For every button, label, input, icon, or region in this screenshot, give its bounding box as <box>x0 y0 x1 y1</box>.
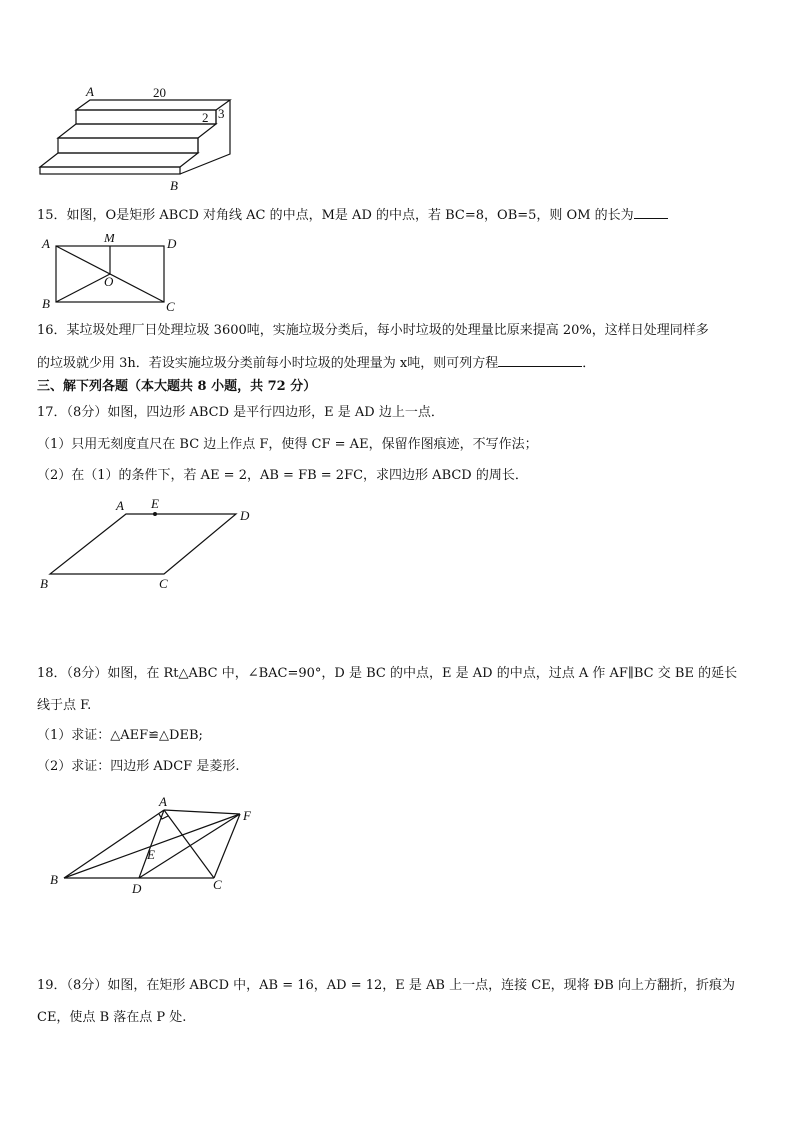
q15-label-c: C <box>166 299 175 312</box>
stairs-label-20: 20 <box>153 85 166 100</box>
q18-part2: （2）求证：四边形 ADCF 是菱形. <box>37 759 240 774</box>
q15-text <box>37 206 668 225</box>
q16-line2-text: 的垃圾就少用 3h．若设实施垃圾分类前每小时垃圾的处理量为 x吨，则可列方程 <box>37 356 499 371</box>
q15-label-b: B <box>42 296 50 311</box>
q15-label-a: A <box>42 236 50 251</box>
q15-label-m: M <box>104 234 115 245</box>
section3-title: 三、解下列各题（本大题共 8 小题，共 72 分） <box>37 379 317 394</box>
q17-label-c: C <box>159 576 168 591</box>
stairs-label-a: A <box>86 84 94 99</box>
q18-label-d: D <box>132 881 142 896</box>
q18-label-e: E <box>147 847 155 862</box>
q18-figure <box>44 792 274 896</box>
q17-label-e: E <box>151 496 159 511</box>
q18-label-f: F <box>243 808 251 823</box>
q18-stem2: 线于点 F. <box>37 698 92 713</box>
q17-label-b: B <box>40 576 48 591</box>
q15-label-o: O <box>104 274 114 289</box>
q16-line1: 16．某垃圾处理厂日处理垃圾 3600吨，实施垃圾分类后，每小时垃圾的处理量比原来提高 20%，这样日处理同样多 <box>37 323 709 338</box>
stairs-label-2: 2 <box>202 110 209 125</box>
stairs-label-b: B <box>170 178 178 193</box>
q17-part1: （1）只用无刻度直尺在 BC 边上作点 F，使得 CF = AE，保留作图痕迹，不写作法； <box>37 437 538 452</box>
q17-label-a: A <box>116 498 124 513</box>
q18-label-c: C <box>213 877 222 892</box>
q16-line2-end: ． <box>582 356 596 371</box>
q19-line2: CE，使点 B 落在点 P 处. <box>37 1010 187 1025</box>
q19-line1: 19．（8分）如图，在矩形 ABCD 中，AB = 16，AD = 12，E 是 AB 上一点，连接 CE，现将 ÐB 向上方翻折，折痕为 <box>37 978 735 993</box>
q18-label-a: A <box>159 794 167 809</box>
q18-stem1: 18．（8分）如图，在 Rt△ABC 中，∠BAC=90°，D 是 BC 的中点，E 是 AD 的中点，过点 A 作 AF∥BC 交 BE 的延长 <box>37 666 738 681</box>
q17-part2: （2）在（1）的条件下，若 AE = 2，AB = FB = 2FC，求四边形 ABCD 的周长． <box>37 468 528 483</box>
q15-label-d: D <box>167 236 177 251</box>
stairs-label-3: 3 <box>218 106 225 121</box>
q17-label-d: D <box>240 508 250 523</box>
q16-answer-blank[interactable] <box>498 354 582 367</box>
q17-figure <box>36 496 266 596</box>
q18-label-b: B <box>50 872 58 887</box>
q15-answer-blank[interactable] <box>634 206 668 219</box>
q17-stem: 17．（8分）如图，四边形 ABCD 是平行四边形，E 是 AD 边上一点． <box>37 405 444 420</box>
q15-stem: 15．如图，O是矩形 ABCD 对角线 AC 的中点，M是 AD 的中点，若 BC=8，OB=5，则 OM 的长为 <box>37 208 634 223</box>
q15-figure <box>36 234 186 312</box>
q18-part1: （1）求证：△AEF≌△DEB; <box>37 728 203 743</box>
stairs-figure <box>36 82 246 194</box>
q16-line2 <box>37 354 595 373</box>
